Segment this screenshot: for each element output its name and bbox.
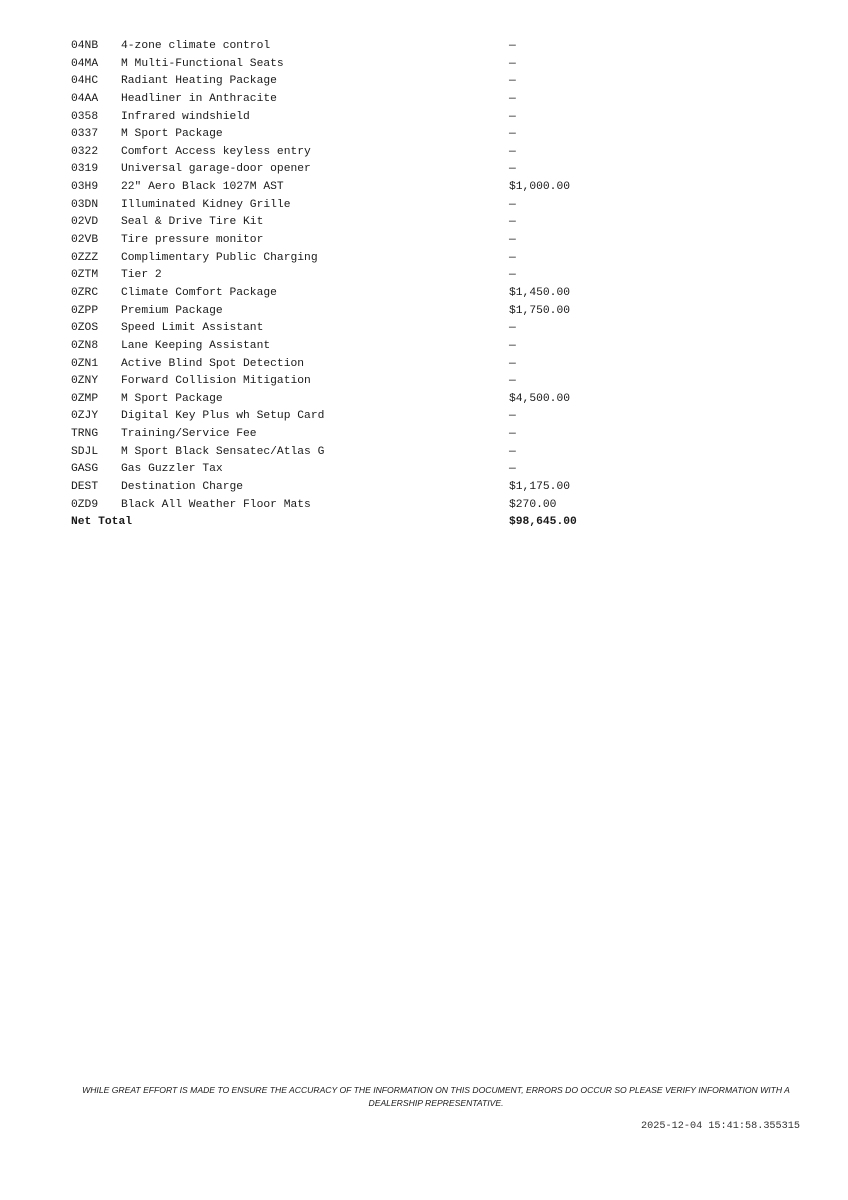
option-code: 0ZPP	[71, 304, 99, 317]
option-row	[71, 408, 631, 426]
option-row	[71, 144, 631, 162]
option-code: 0322	[71, 145, 99, 158]
option-price: —	[509, 234, 516, 247]
option-description: Complimentary Public Charging	[121, 251, 318, 264]
option-price: —	[509, 128, 516, 141]
option-price: —	[509, 428, 516, 441]
net-total-label: Net Total	[71, 516, 133, 529]
option-price: —	[509, 216, 516, 229]
option-row	[71, 126, 631, 144]
net-total-value: $98,645.00	[509, 516, 577, 529]
option-description: Black All Weather Floor Mats	[121, 498, 311, 511]
option-code: 02VB	[71, 234, 99, 247]
option-price: $1,000.00	[509, 181, 571, 194]
option-description: Destination Charge	[121, 481, 244, 494]
option-description: Radiant Heating Package	[121, 75, 277, 88]
option-row	[71, 179, 631, 197]
option-price: —	[509, 463, 516, 476]
option-row	[71, 109, 631, 127]
option-description: Gas Guzzler Tax	[121, 463, 223, 476]
option-row	[71, 91, 631, 109]
option-price: $4,500.00	[509, 392, 571, 405]
option-price: —	[509, 339, 516, 352]
option-price: —	[509, 40, 516, 52]
option-price: —	[509, 375, 516, 388]
option-code: 0319	[71, 163, 99, 176]
option-price: —	[509, 75, 516, 88]
option-row	[71, 250, 631, 268]
option-description: Digital Key Plus wh Setup Card	[121, 410, 325, 423]
option-code: 04AA	[71, 92, 99, 105]
option-description: 22" Aero Black 1027M AST	[121, 181, 284, 194]
option-description: M Sport Black Sensatec/Atlas G	[121, 445, 325, 458]
option-description: Headliner in Anthracite	[121, 92, 277, 105]
option-price: $1,750.00	[509, 304, 571, 317]
option-description: Lane Keeping Assistant	[121, 339, 271, 352]
option-price: —	[509, 92, 516, 105]
option-row	[71, 303, 631, 321]
option-description: 4-zone climate control	[121, 40, 271, 52]
option-price: —	[509, 445, 516, 458]
option-row	[71, 356, 631, 374]
option-code: 03DN	[71, 198, 99, 211]
option-description: Tier 2	[121, 269, 162, 282]
option-price: —	[509, 57, 516, 70]
option-rows	[71, 38, 631, 514]
option-description: Training/Service Fee	[121, 428, 257, 441]
option-row	[71, 73, 631, 91]
option-description: Seal & Drive Tire Kit	[121, 216, 264, 229]
option-description: Speed Limit Assistant	[121, 322, 264, 335]
option-row	[71, 267, 631, 285]
option-code: 0ZN8	[71, 339, 99, 352]
option-row	[71, 479, 631, 497]
option-description: Forward Collision Mitigation	[121, 375, 311, 388]
option-code: 0ZN1	[71, 357, 99, 370]
option-code: DEST	[71, 481, 99, 494]
option-description: Climate Comfort Package	[121, 286, 277, 299]
option-code: TRNG	[71, 428, 99, 441]
option-description: M Sport Package	[121, 392, 223, 405]
option-price: —	[509, 163, 516, 176]
option-code: 03H9	[71, 181, 99, 194]
option-price: —	[509, 269, 516, 282]
option-description: Infrared windshield	[121, 110, 250, 123]
option-code: 04MA	[71, 57, 99, 70]
option-row	[71, 285, 631, 303]
option-code: 0ZZZ	[71, 251, 99, 264]
option-code: 0ZD9	[71, 498, 99, 511]
option-description: M Multi-Functional Seats	[121, 57, 284, 70]
option-price: —	[509, 110, 516, 123]
option-code: 04NB	[71, 40, 99, 52]
option-code: 0ZNY	[71, 375, 99, 388]
option-price: —	[509, 322, 516, 335]
option-price: $1,450.00	[509, 286, 571, 299]
option-row	[71, 56, 631, 74]
option-code: 0358	[71, 110, 99, 123]
option-code: SDJL	[71, 445, 99, 458]
option-price: —	[509, 145, 516, 158]
option-description: Premium Package	[121, 304, 223, 317]
option-price: —	[509, 251, 516, 264]
option-row	[71, 426, 631, 444]
option-row	[71, 232, 631, 250]
option-row	[71, 461, 631, 479]
option-code: 0ZMP	[71, 392, 99, 405]
option-price: —	[509, 410, 516, 423]
option-description: Illuminated Kidney Grille	[121, 198, 291, 211]
option-code: 02VD	[71, 216, 99, 229]
option-price: —	[509, 198, 516, 211]
option-row	[71, 161, 631, 179]
option-row	[71, 444, 631, 462]
option-row	[71, 391, 631, 409]
option-code: 0ZRC	[71, 286, 99, 299]
option-row	[71, 197, 631, 215]
option-description: M Sport Package	[121, 128, 223, 141]
option-code: 0ZJY	[71, 410, 99, 423]
option-row	[71, 338, 631, 356]
option-row	[71, 320, 631, 338]
timestamp: 2025-12-04 15:41:58.355315	[641, 1121, 800, 1132]
option-description: Active Blind Spot Detection	[121, 357, 305, 370]
options-table	[71, 38, 631, 532]
option-code: 0ZOS	[71, 322, 99, 335]
disclaimer-text: WHILE GREAT EFFORT IS MADE TO ENSURE THE ACCURACY OF THE INFORMATION ON THIS DOCUMENT, ERRORS DO OCCUR SO PLEASE VERIFY INFORMATION WITH A DEALERSHIP REPRESENTATIVE.	[82, 1085, 790, 1108]
option-description: Comfort Access keyless entry	[121, 145, 311, 158]
option-code: 0337	[71, 128, 99, 141]
option-row	[71, 214, 631, 232]
option-code: 0ZTM	[71, 269, 99, 282]
option-price: $1,175.00	[509, 481, 571, 494]
option-row	[71, 497, 631, 515]
option-code: 04HC	[71, 75, 99, 88]
option-description: Tire pressure monitor	[121, 234, 264, 247]
option-price: $270.00	[509, 498, 557, 511]
option-row	[71, 38, 631, 56]
option-price: —	[509, 357, 516, 370]
option-description: Universal garage-door opener	[121, 163, 311, 176]
option-code: GASG	[71, 463, 99, 476]
net-total-row	[71, 514, 631, 532]
option-row	[71, 373, 631, 391]
